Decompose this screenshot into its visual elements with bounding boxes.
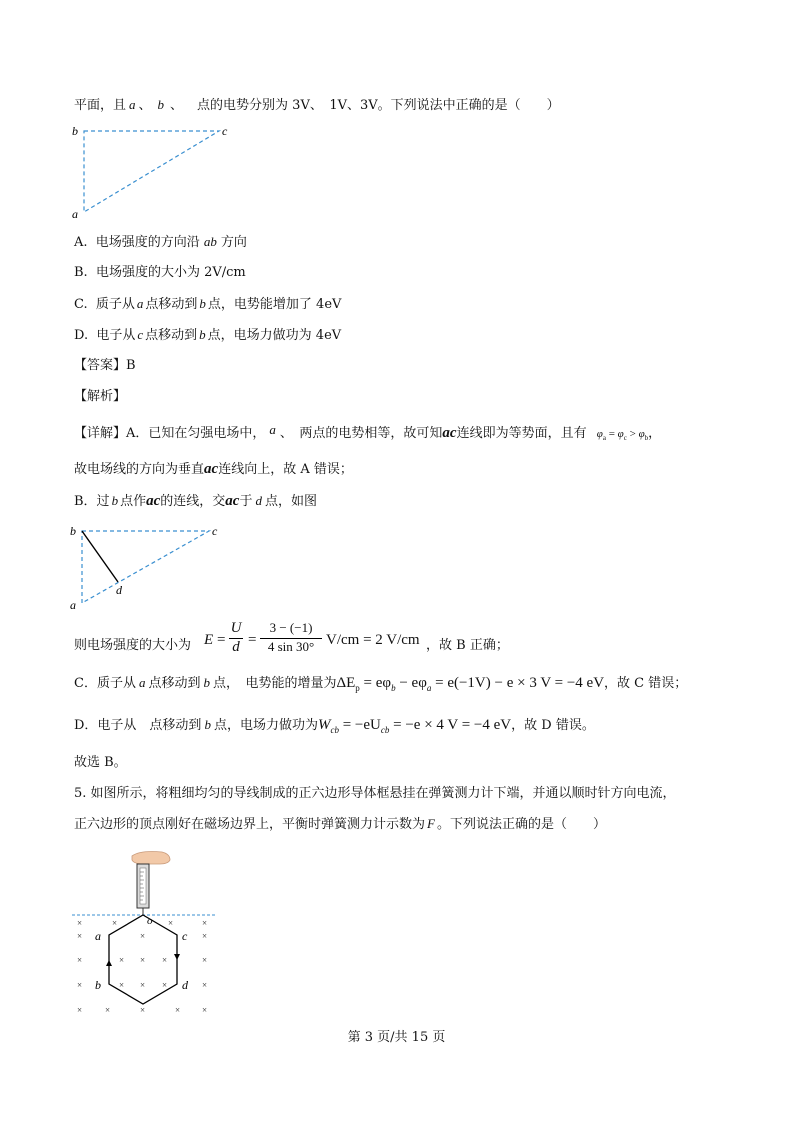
cross-icon: × [119,980,125,990]
formula-part: = −e × 4 V = −4 eV [389,717,512,733]
segment-bd [82,531,118,582]
phi-symbol: φ [638,428,645,440]
label-c: c [222,124,228,138]
q5-line-1: 5. 如图所示，将粗细均匀的导线制成的正六边形导体框悬挂在弹簧测力计下端，并通以顺时针方向电流， [74,786,676,801]
sub-p: p [355,683,360,693]
option-text: 点，电场力做功为 4eV [207,328,342,343]
label-o: o [147,915,153,927]
q4-stem [74,96,560,115]
cross-icon: × [77,918,83,928]
result: V/cm = 2 V/cm [326,632,420,648]
detail-text: 的连线，交 [160,494,226,509]
cross-icon: × [105,1005,111,1015]
option-b [74,264,246,282]
formula-part: = −eU [338,717,381,733]
option-text: 点移动到 [145,297,198,312]
var-E: E [204,632,214,648]
figure-triangle-abc [64,120,244,225]
page-footer: 第 3 页/共 15 页 [347,1030,446,1045]
cross-icon: × [202,918,208,928]
option-text: 电子从 [96,328,136,343]
detail-text: 点作 [120,494,147,509]
option-text: 电场强度的方向沿 [95,235,200,250]
cross-icon: × [77,931,83,941]
var-ac: ac [442,425,457,441]
numerator: 3 − (−1) [269,620,313,635]
label-a: a [72,207,78,221]
var-U: U [230,620,242,636]
detail-text: 故电场线的方向为垂直 [74,462,205,477]
formula-work [318,717,511,733]
option-text: 点移动到 [145,328,198,343]
cross-icon: × [202,931,208,941]
option-var: b [199,296,206,311]
option-letter: A. [74,235,88,250]
detail-text: ，故 B 正确； [426,638,509,653]
triangle-dashed [84,131,219,212]
sep: 、 [138,98,152,113]
formula-part: − eφ [395,675,427,691]
cross-icon: × [140,955,146,965]
figure-hexagon-field [70,848,220,1020]
var-a: a [129,97,136,112]
label-b: b [72,124,78,138]
denominator: 4 sin 30° [267,639,315,654]
formula-delta-ep: $\Delta E_p = e\varphi_b - e\varphi_a = e(-1V) - e \times 3$ V = −4 eV [336,675,605,693]
cross-icon: × [77,955,83,965]
cross-icon: × [202,1005,208,1015]
triangle-dashed [82,531,209,603]
detail-text: 连线向上，故 A 错误； [218,462,353,477]
detail-text: B．过 [74,494,110,509]
var-ac: ac [146,493,161,509]
sub-cb: cb [380,725,390,735]
label-d: d [182,978,188,992]
detail-text: 【详解】A．已知在匀强电场中， [74,426,266,441]
fraction-numeric [260,620,322,655]
label-a: a [70,598,76,612]
delta-E: ΔE [336,675,356,691]
option-c [74,295,341,314]
var-ac: ac [204,461,219,477]
q5-line-2 [74,815,606,834]
option-text: 方向 [220,235,247,250]
var-d: d [232,639,240,655]
q5-text: 正六边形的顶点刚好在磁场边界上，平衡时弹簧测力计示数为 [74,817,426,832]
var-a: a [269,422,276,437]
figure-triangle-abcd [64,518,234,613]
detail-text: 点，如图 [264,494,317,509]
label-c: c [212,524,218,538]
q5-text: 。下列说法正确的是（ ） [436,817,606,832]
cross-icon: × [162,955,168,965]
cross-icon: × [202,980,208,990]
current-arrow-down [174,954,180,960]
formula-part: = eφ [359,675,392,691]
cross-icon: × [77,1005,83,1015]
answer-label: 【答案】B [74,358,136,373]
option-var: a [136,296,144,311]
detail-line-3 [74,492,317,511]
var-a: a [138,675,146,690]
var-b: b [203,675,210,690]
cross-icon: × [140,1005,146,1015]
phi-symbol: φ [617,428,624,440]
scale-window [140,868,146,904]
sub-cb: cb [330,725,339,735]
cross-icon: × [77,980,83,990]
detail-line-6 [74,716,595,739]
detail-text: ，故 D 错误。 [511,718,595,733]
cross-icon: × [202,955,208,965]
detail-text: 连线即为等势面，且有 [456,426,587,441]
equals: = [217,632,226,648]
detail-text: 点移动到 [148,676,201,691]
detail-text: D．电子从 点移动到 [74,718,202,733]
current-arrow-up [106,960,112,966]
var-d: d [255,493,262,508]
option-text: 质子从 [95,297,135,312]
option-text: 电场强度的大小为 2V/cm [95,265,246,280]
var-b: b [111,493,119,508]
detail-line-2 [74,460,353,479]
detail-text: 、 两点的电势相等，故可知 [279,426,443,441]
option-a [74,233,247,252]
label-c: c [182,929,188,943]
option-letter: D. [74,328,89,343]
detail-text: 点， 电势能的增量为 [212,676,337,691]
stem-rest: 点的电势分别为 3V、 1V、3V。下列说法中正确的是（ ） [197,98,560,113]
formula-part: = e(−1V) − e × 3 V = −4 eV [431,675,605,691]
option-var: b [199,327,206,342]
detail-text: ， [648,426,662,441]
detail-line-5 [74,674,687,697]
cross-icon: × [112,918,118,928]
label-d: d [116,583,122,597]
var-W: W [317,717,331,733]
detail-text: C．质子从 [74,676,136,691]
option-text: 点，电势能增加了 4eV [207,297,342,312]
cross-icon: × [175,1005,181,1015]
var-ac: ac [225,493,240,509]
label-a: a [95,929,101,943]
option-var: c [137,327,144,342]
phi-relation: $\varphi_a = \varphi_c > \varphi_b$ [596,428,649,443]
fraction-U-d [229,620,243,656]
detail-text: 于 [239,494,253,509]
hand-icon [132,852,170,865]
phi-symbol: φ [596,428,603,440]
detail-text: 则电场强度的大小为 [74,638,192,653]
conclusion: 故选 B。 [74,755,127,770]
var-F: F [427,816,435,831]
option-d [74,326,341,345]
option-letter: B. [74,265,88,280]
stem-text: 平面，且 [74,98,127,113]
option-var: ab [203,234,217,249]
var-b: b [204,717,211,732]
cross-icon: × [168,918,174,928]
option-letter: C. [74,297,88,312]
cross-icon: × [119,955,125,965]
cross-icon: × [162,980,168,990]
label-b: b [70,524,76,538]
analysis-label: 【解析】 [74,389,127,404]
cross-icon: × [140,980,146,990]
label-b: b [95,978,101,992]
cross-icon: × [140,931,146,941]
detail-line-1 [74,424,661,447]
equals: = [248,632,257,648]
sep: 、 [170,98,184,113]
detail-text: ，故 C 错误； [604,676,688,691]
detail-text: 点，电场力做功为 [213,718,318,733]
var-b: b [157,97,165,112]
